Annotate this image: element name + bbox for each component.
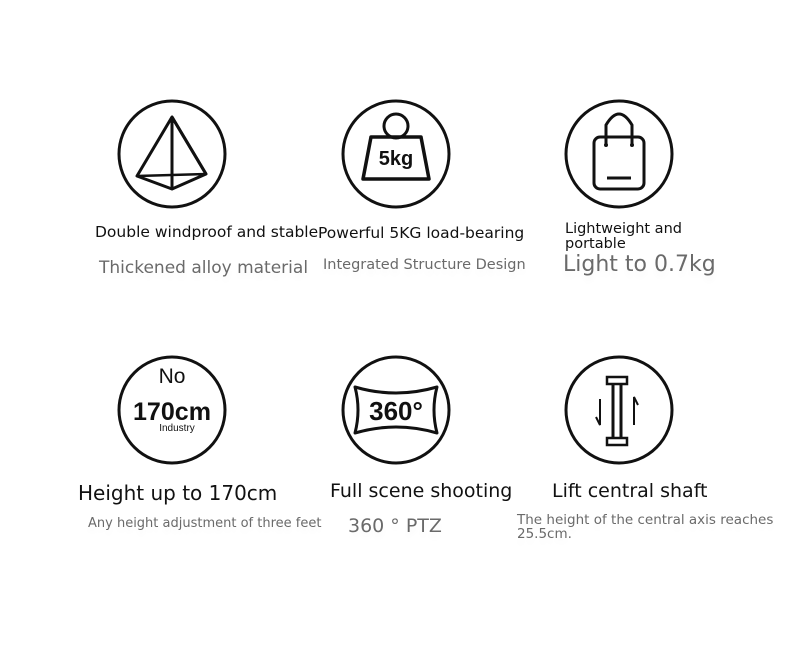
panorama-360-icon xyxy=(341,355,451,465)
weight-label: 5kg xyxy=(378,148,414,170)
icon-text-main: 170cm xyxy=(133,398,211,426)
feature-title: Powerful 5KG load-bearing xyxy=(318,224,525,242)
feature-title: Height up to 170cm xyxy=(78,481,278,505)
weight-5kg-icon xyxy=(341,99,451,209)
feature-title: Lift central shaft xyxy=(552,480,708,502)
panorama-label: 360° xyxy=(369,396,423,426)
shopping-bag-icon xyxy=(564,99,674,209)
feature-title xyxy=(565,222,682,252)
height-170cm-icon xyxy=(117,355,227,465)
feature-title-line: Lightweight and xyxy=(565,221,682,237)
feature-title: Double windproof and stable xyxy=(95,223,319,241)
feature-subtitle: Light to 0.7kg xyxy=(563,252,716,277)
icon-text-bottom: Industry xyxy=(159,423,195,434)
feature-subtitle-line: 25.5cm. xyxy=(517,526,572,542)
feature-title-line: portable xyxy=(565,236,626,252)
feature-subtitle: 360 ° PTZ xyxy=(348,515,442,537)
feature-subtitle-line: The height of the central axis reaches xyxy=(517,512,774,528)
feature-subtitle: Any height adjustment of three feet xyxy=(88,516,322,531)
feature-subtitle xyxy=(517,513,773,541)
feature-title: Full scene shooting xyxy=(330,480,513,502)
tripod-triangle-icon xyxy=(117,99,227,209)
icon-text-top: No xyxy=(158,365,186,388)
central-shaft-icon xyxy=(564,355,674,465)
feature-subtitle: Integrated Structure Design xyxy=(323,257,526,273)
feature-subtitle: Thickened alloy material xyxy=(99,258,309,278)
